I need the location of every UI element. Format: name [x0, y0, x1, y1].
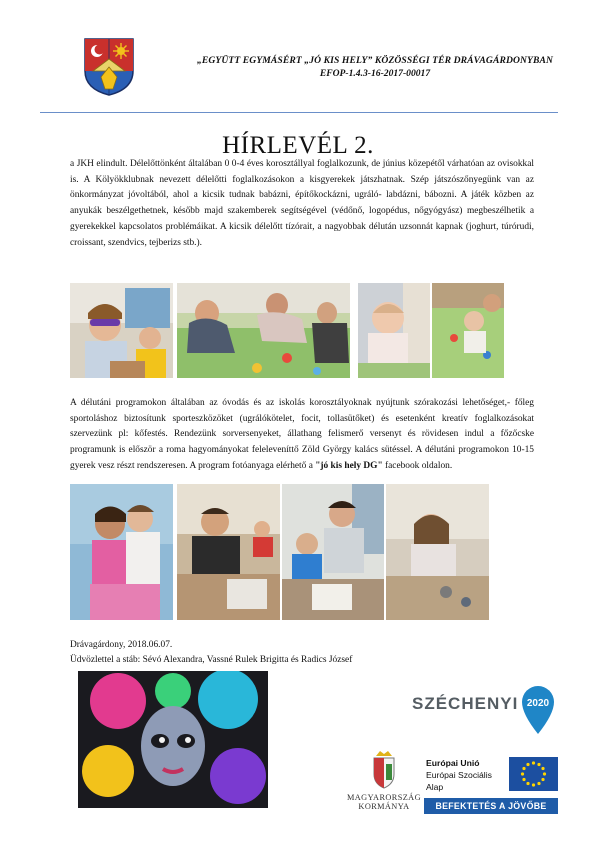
project-code: EFOP-1.4.3-16-2017-00017 [319, 68, 431, 79]
photo-play-mat-mothers [177, 283, 350, 378]
paragraph-afternoon-program [70, 396, 534, 475]
greeting-line: Üdvözlettel a stáb: Sévó Alexandra, Vassné Rulek Brigitta és Radics József [70, 655, 353, 665]
date-line: Drávagárdony, 2018.06.07. [70, 640, 173, 650]
szechenyi-year: 2020 [526, 698, 550, 709]
paragraph-1-text: a JKH elindult. Délelőttönként általában 0 0-4 éves korosztállyal foglalkozunk, de június közepétől várhatóan az ovisokkal is. A Kölyökklubnak nevezett délelőtti foglalkozásokon a kisgyerekek játszhatnak. Szép játszószőnyegünk van az önkormányzat jóvoltából, ahol a kicsik tudnak babázni, építőkockázni, ugráló- labdázni, bábozni. A játék közben az anyukák beszélgethetnek, később majd szakemberek segítségével (védőnő, logopédus, nőgyógyász) megbeszélhetik a gyerekekkel kapcsolatos problémáikat. A kicsik délelőtt tízórait, a nagyobbak délután uzsonnát kapnak (joghurt, túrórudi, croissant, szendvics, tejberizs stb.). [70, 159, 534, 248]
photo-baby-on-mat [432, 283, 504, 378]
facebook-page-name: "jó kis hely DG" [315, 460, 383, 471]
eu-line-2: Európai Szociális [426, 770, 492, 780]
project-title: „EGYÜTT EGYMÁSÉRT „JÓ KIS HELY” KÖZÖSSÉGI TÉR DRÁVAGÁRDONYBAN [196, 55, 554, 66]
paragraph-2-main: A délutáni programokon általában az óvodás és az iskolás korosztályoknak nyújtunk szórakozási lehetőséget,- főleg sportoláshoz biztosítunk sporteszközöket (ugrálókötelet, focit, tollasütőket) és esetenként kreatív foglalkozásokat szervezünk pl: kőfestés. Rendezünk sorversenyeket, állathang felismerő versenyt és rövidesen indul a főzőcske programunk is először a roma hagyományokat feleleveníttő Zöld György kalács sütéssel. A délutáni programokon 10-15 gyerek vesz részt rendszeresen. A program fotóanyaga elérhető a [70, 398, 534, 471]
photo-children-sunglasses [70, 283, 173, 378]
village-coat-of-arms [83, 37, 135, 97]
eu-flag-icon [509, 757, 558, 791]
szechenyi-2020-pin-icon [518, 684, 558, 736]
eu-fund-text [426, 757, 492, 793]
szechenyi-logo-text: SZÉCHENYI [412, 694, 519, 713]
photo-girls-hugging [70, 484, 173, 620]
eu-line-1: Európai Unió [426, 758, 480, 768]
government-line-1: MAGYARORSZÁG [347, 793, 421, 802]
paragraph-morning-program [70, 157, 534, 251]
photo-boy-painting [177, 484, 280, 620]
government-line-2: KORMÁNYA [358, 802, 410, 811]
paragraph-2-end: facebook oldalon. [382, 460, 453, 471]
newsletter-title: HÍRLEVÉL 2. [222, 132, 374, 159]
photo-toddler [358, 283, 430, 378]
government-name [341, 793, 427, 811]
eu-banner-investing: BEFEKTETÉS A JÖVŐBE [424, 798, 558, 814]
paragraph-2-text [70, 396, 534, 475]
photo-girl-painting-stones [386, 484, 489, 620]
photo-graffiti-art [78, 671, 268, 808]
header-divider [40, 112, 558, 113]
photo-woman-and-children [282, 484, 384, 620]
hungarian-coat-of-arms-icon [366, 750, 402, 790]
eu-line-3: Alap [426, 782, 444, 792]
